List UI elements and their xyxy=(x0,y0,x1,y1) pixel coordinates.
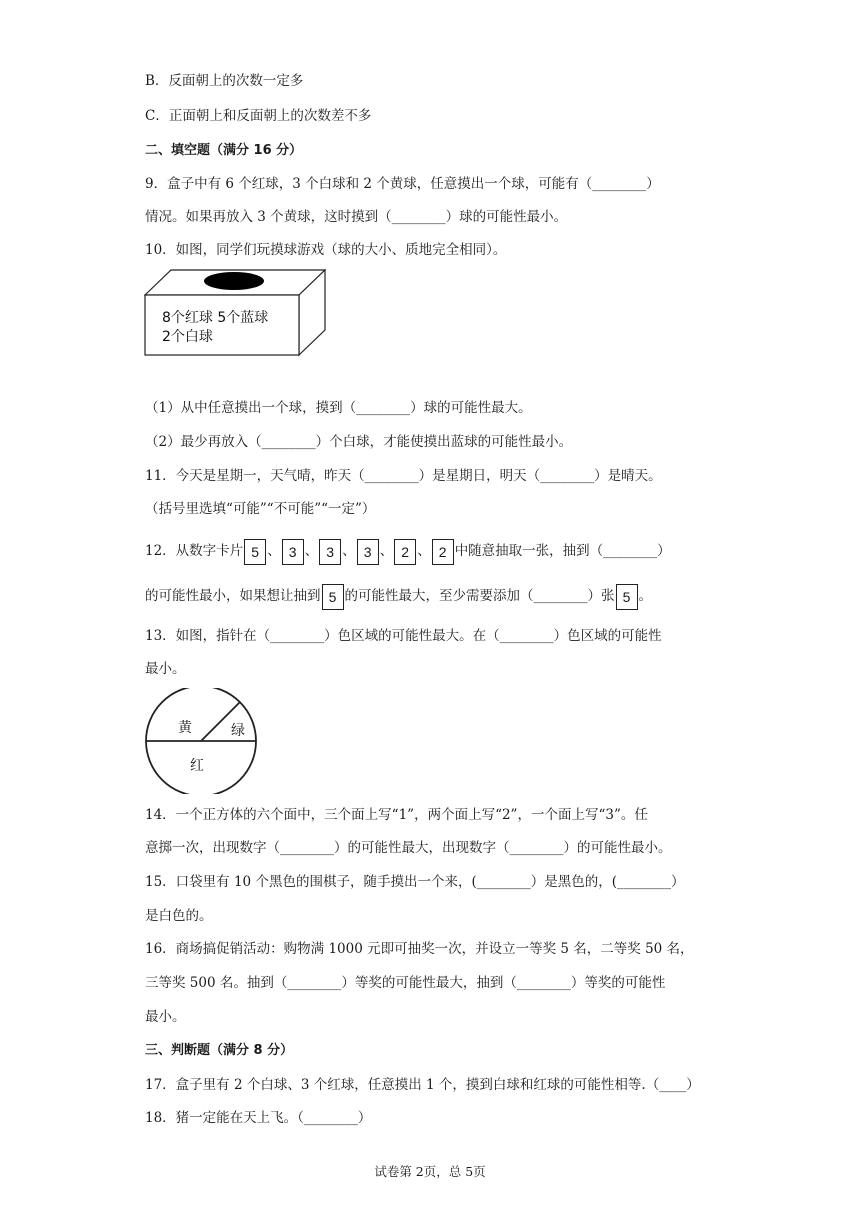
separator: 、 xyxy=(342,543,356,559)
separator: 、 xyxy=(267,543,281,559)
separator: 、 xyxy=(379,543,394,559)
number-card: 2 xyxy=(432,539,454,565)
number-card: 3 xyxy=(282,539,304,565)
separator: 、 xyxy=(304,543,319,559)
option-b: B．反面朝上的次数一定多 xyxy=(145,73,304,89)
box-label-line1: 8个红球 5个蓝球 xyxy=(162,310,269,326)
question-14-line1: 14．一个正方体的六个面中，三个面上写“1”，两个面上写“2”，一个面上写“3”。任 xyxy=(145,807,648,823)
section-heading-judgement: 三、判断题（满分 8 分） xyxy=(145,1043,294,1058)
separator: 、 xyxy=(417,543,431,559)
question-10-sub2: （2）最少再放入（________）个白球，才能使摸出蓝球的可能性最小。 xyxy=(145,434,573,450)
region-yellow-label: 黄 xyxy=(178,720,192,736)
ball-box-figure xyxy=(144,269,326,357)
question-16-line1: 16．商场搞促销活动：购物满 1000 元即可抽奖一次，并设立一等奖 5 名，二等奖 50 名， xyxy=(145,941,694,957)
question-11-line1: 11．今天是星期一，天气晴，昨天（________）是星期日，明天（________）是晴天。 xyxy=(145,468,662,484)
question-11-line2: （括号里选填“可能”“不可能”“一定”） xyxy=(145,501,376,517)
box-label-line2: 2个白球 xyxy=(162,329,213,345)
question-12-line2 xyxy=(145,583,652,610)
q12-line2-end: 。 xyxy=(638,588,652,604)
section-heading-fill-in: 二、填空题（满分 16 分） xyxy=(145,143,303,158)
question-13-line2: 最小。 xyxy=(145,661,186,677)
q12-line2-b: 的可能性最大，至少需要添加（________）张 xyxy=(344,588,615,604)
question-15-line2: 是白色的。 xyxy=(145,908,213,924)
spinner-figure xyxy=(143,688,259,794)
region-green-label: 绿 xyxy=(231,723,245,739)
question-17: 17．盒子里有 2 个白球、3 个红球，任意摸出 1 个，摸到白球和红球的可能性相等.（____） xyxy=(145,1077,700,1093)
number-card: 5 xyxy=(244,539,266,565)
number-card: 2 xyxy=(394,539,416,565)
number-card: 5 xyxy=(322,584,344,610)
q12-mid: 中随意抽取一张，抽到（________） xyxy=(454,543,671,559)
question-16-line3: 最小。 xyxy=(145,1009,186,1025)
number-card: 5 xyxy=(616,584,638,610)
question-12-line1 xyxy=(145,538,671,565)
number-card: 3 xyxy=(319,539,341,565)
question-16-line2: 三等奖 500 名。抽到（________）等奖的可能性最大，抽到（________）等奖的可能性 xyxy=(145,975,666,991)
region-red-label: 红 xyxy=(190,758,204,774)
question-18: 18．猪一定能在天上飞。（________） xyxy=(145,1110,372,1126)
q12-line2-a: 的可能性最小，如果想让抽到 xyxy=(145,588,321,604)
question-14-line2: 意掷一次，出现数字（________）的可能性最大，出现数字（________）的可能性最小。 xyxy=(145,840,672,856)
question-10-sub1: （1）从中任意摸出一个球，摸到（________）球的可能性最大。 xyxy=(145,400,532,416)
question-10: 10．如图，同学们玩摸球游戏（球的大小、质地完全相同）。 xyxy=(145,242,507,258)
q12-prefix: 12．从数字卡片 xyxy=(145,543,244,559)
page-footer: 试卷第 2页，总 5页 xyxy=(374,1164,486,1179)
question-15-line1: 15．口袋里有 10 个黑色的围棋子，随手摸出一个来，(________）是黑色的，(________） xyxy=(145,874,685,890)
question-13-line1: 13．如图，指针在（________）色区域的可能性最大。在（________）色区域的可能性 xyxy=(145,628,662,644)
number-card: 3 xyxy=(357,539,379,565)
option-c: C．正面朝上和反面朝上的次数差不多 xyxy=(145,108,372,124)
question-9-line2: 情况。如果再放入 3 个黄球，这时摸到（________）球的可能性最小。 xyxy=(145,209,568,225)
question-9-line1: 9．盒子中有 6 个红球，3 个白球和 2 个黄球，任意摸出一个球，可能有（________） xyxy=(145,176,660,192)
